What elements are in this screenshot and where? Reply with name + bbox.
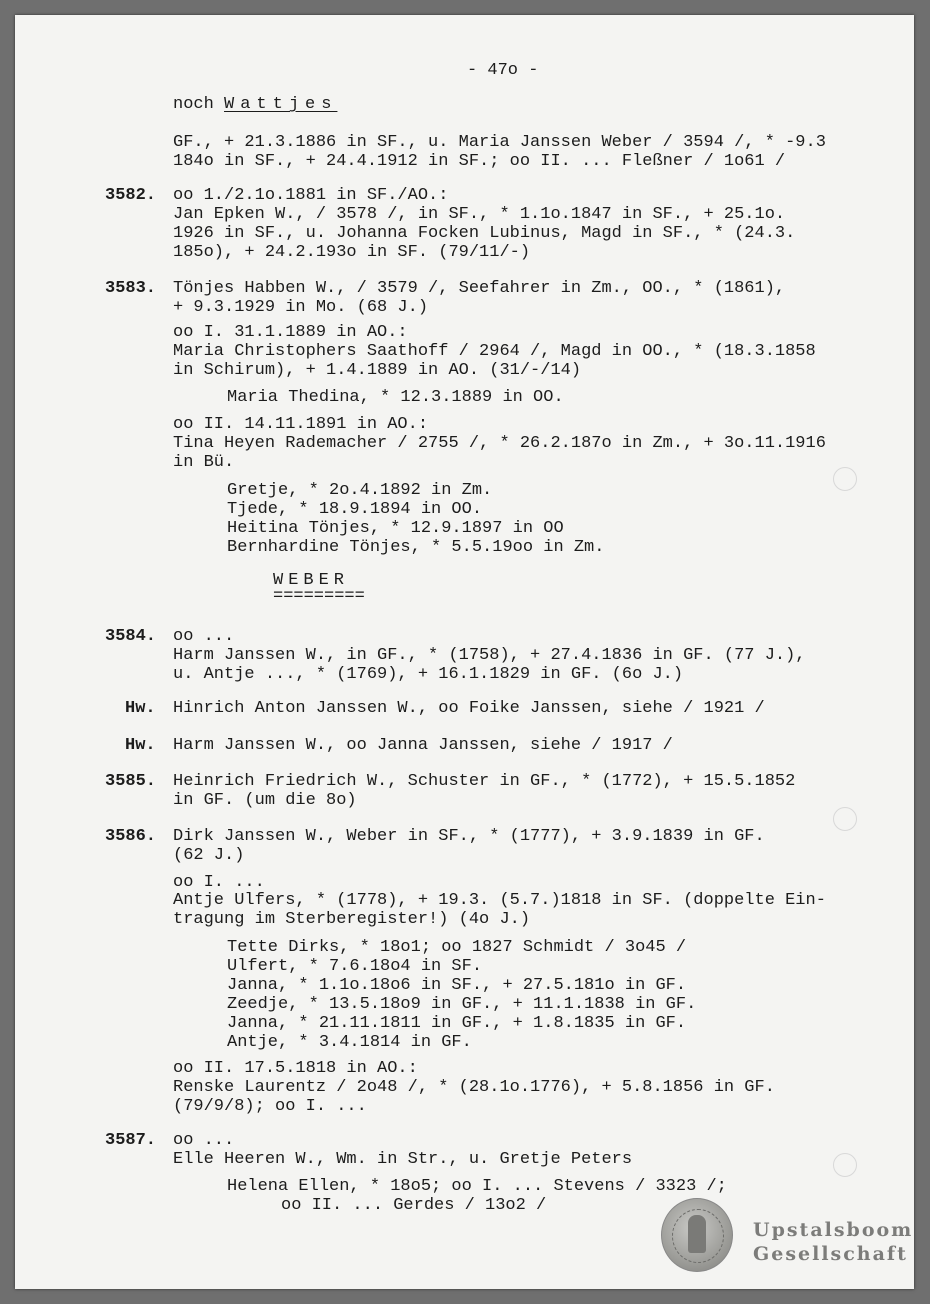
child-line: Gretje, * 2o.4.1892 in Zm. (227, 481, 493, 500)
text-line: Antje Ulfers, * (1778), + 19.3. (5.7.)1818 in SF. (doppelte Ein- (173, 891, 826, 910)
text-line: tragung im Sterberegister!) (4o J.) (173, 910, 531, 929)
document-page (15, 15, 914, 1289)
text-line: Hinrich Anton Janssen W., oo Foike Janssen, siehe / 1921 / (173, 699, 765, 718)
child-line: Ulfert, * 7.6.18o4 in SF. (227, 957, 483, 976)
text-line: 185o), + 24.2.193o in SF. (79/11/-) (173, 243, 531, 262)
text-line: in GF. (um die 8o) (173, 791, 357, 810)
text-line: GF., + 21.3.1886 in SF., u. Maria Janssen Weber / 3594 /, * -9.3 (173, 133, 826, 152)
entry-number-3582: 3582. (105, 186, 157, 205)
text-line: oo I. ... (173, 873, 265, 892)
child-line: oo II. ... Gerdes / 13o2 / (281, 1196, 547, 1215)
child-line: Antje, * 3.4.1814 in GF. (227, 1033, 472, 1052)
child-line: Maria Thedina, * 12.3.1889 in OO. (227, 388, 564, 407)
punch-hole-mark (833, 467, 857, 491)
child-line: Tette Dirks, * 18o1; oo 1827 Schmidt / 3o45 / (227, 938, 687, 957)
text-line: Elle Heeren W., Wm. in Str., u. Gretje Peters (173, 1150, 633, 1169)
text-line: Tina Heyen Rademacher / 2755 /, * 26.2.187o in Zm., + 3o.11.1916 (173, 434, 826, 453)
entry-number-3587: 3587. (105, 1131, 157, 1150)
text-line: Tönjes Habben W., / 3579 /, Seefahrer in Zm., OO., * (1861), (173, 279, 786, 298)
entry-number-3583: 3583. (105, 279, 157, 298)
punch-hole-mark (833, 1153, 857, 1177)
continuation-prefix: noch (173, 95, 214, 114)
section-rule: ========= (273, 587, 365, 606)
text-line: Renske Laurentz / 2o48 /, * (28.1o.1776), + 5.8.1856 in GF. (173, 1078, 775, 1097)
continuation-heading (173, 95, 337, 114)
text-line: Harm Janssen W., in GF., * (1758), + 27.4.1836 in GF. (77 J.), (173, 646, 806, 665)
text-line: (79/9/8); oo I. ... (173, 1097, 367, 1116)
child-line: Janna, * 1.1o.18o6 in SF., + 27.5.181o in GF. (227, 976, 687, 995)
text-line: oo II. 17.5.1818 in AO.: (173, 1059, 418, 1078)
text-line: u. Antje ..., * (1769), + 16.1.1829 in GF. (6o J.) (173, 665, 684, 684)
text-line: in Schirum), + 1.4.1889 in AO. (31/-/14) (173, 361, 582, 380)
child-line: Zeedje, * 13.5.18o9 in GF., + 11.1.1838 in GF. (227, 995, 697, 1014)
text-line: oo ... (173, 1131, 235, 1150)
continuation-name: Wattjes (224, 95, 338, 114)
child-line: Helena Ellen, * 18o5; oo I. ... Stevens / 3323 /; (227, 1177, 727, 1196)
seal-emblem-icon (661, 1198, 733, 1272)
text-line: oo II. 14.11.1891 in AO.: (173, 415, 429, 434)
child-line: Janna, * 21.11.1811 in GF., + 1.8.1835 in GF. (227, 1014, 687, 1033)
child-line: Bernhardine Tönjes, * 5.5.19oo in Zm. (227, 538, 605, 557)
punch-hole-mark (833, 807, 857, 831)
text-line: oo I. 31.1.1889 in AO.: (173, 323, 408, 342)
child-line: Tjede, * 18.9.1894 in OO. (227, 500, 483, 519)
hw-marker: Hw. (125, 699, 156, 718)
text-line: Dirk Janssen W., Weber in SF., * (1777), + 3.9.1839 in GF. (173, 827, 765, 846)
child-line: Heitina Tönjes, * 12.9.1897 in OO (227, 519, 564, 538)
watermark-line1: Upstalsboom (753, 1219, 914, 1241)
page-number: - 47o - (467, 61, 539, 80)
text-line: 184o in SF., + 24.4.1912 in SF.; oo II. ... Fleßner / 1o61 / (173, 152, 786, 171)
entry-number-3586: 3586. (105, 827, 157, 846)
text-line: oo 1./2.1o.1881 in SF./AO.: (173, 186, 449, 205)
watermark-line2: Gesellschaft (753, 1243, 908, 1265)
text-line: Jan Epken W., / 3578 /, in SF., * 1.1o.1847 in SF., + 25.1o. (173, 205, 786, 224)
text-line: Heinrich Friedrich W., Schuster in GF., * (1772), + 15.5.1852 (173, 772, 796, 791)
entry-number-3585: 3585. (105, 772, 157, 791)
entry-number-3584: 3584. (105, 627, 157, 646)
section-title: WEBER (273, 571, 350, 590)
text-line: in Bü. (173, 453, 235, 472)
hw-marker: Hw. (125, 736, 156, 755)
text-line: (62 J.) (173, 846, 245, 865)
text-line: oo ... (173, 627, 235, 646)
text-line: Harm Janssen W., oo Janna Janssen, siehe / 1917 / (173, 736, 673, 755)
text-line: Maria Christophers Saathoff / 2964 /, Magd in OO., * (18.3.1858 (173, 342, 816, 361)
text-line: 1926 in SF., u. Johanna Focken Lubinus, Magd in SF., * (24.3. (173, 224, 796, 243)
text-line: + 9.3.1929 in Mo. (68 J.) (173, 298, 429, 317)
